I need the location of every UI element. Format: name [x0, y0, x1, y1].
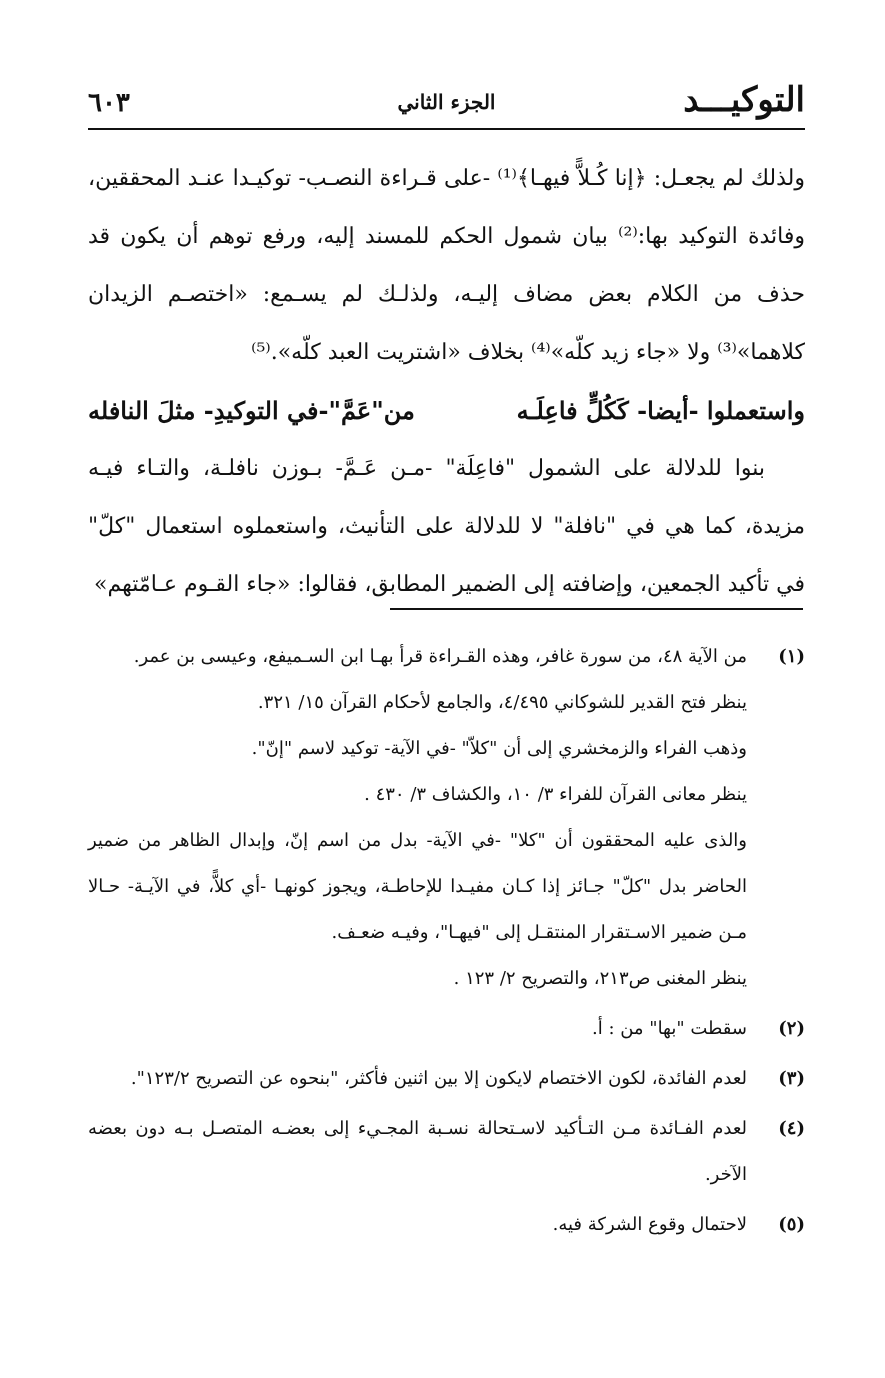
footnote-text — [88, 1006, 747, 1052]
footnote-number: (٤) — [778, 1118, 805, 1139]
footnotes — [88, 634, 805, 1252]
footnote-line: من الآية ٤٨، من سورة غافر، وهذه القـراءة قرأ بهـا ابن السـميفع، وعيسى بن عمر. — [133, 646, 747, 667]
footnote-text — [88, 1202, 747, 1248]
footnote-line: ينظر المغنى ص٢١٣، والتصريح ٢/ ١٢٣ . — [453, 968, 747, 989]
footnote-5 — [88, 1202, 805, 1248]
footnote-line: لعدم الفائدة، لكون الاختصام لايكون إلا بين اثنين فأكثر، "بنحوه عن التصريح ١٢٣/٢". — [130, 1068, 747, 1089]
verse-first-hemistich: واستعملوا -أيضا- كَكُلٍّ فاعِلَـه — [516, 396, 805, 425]
footnote-line: والذى عليه المحققون أن "كلا" -في الآية- بدل من اسم إنّ، وإبدال الظاهر من ضمير الحاضر بدل "كلّ" جـائز إذا كـان مفيـدا للإحاطـة، ويجوز كونهـا -أي كلاًّ، في الآيـة- حـالا مـن ضمير الاسـتقرار المنتقـل إلى "فيهـا"، وفيـه ضعـف. — [88, 830, 747, 943]
page-header — [88, 78, 805, 128]
footnote-line: ينظر فتح القدير للشوكاني ٤/٤٩٥، والجامع لأحكام القرآن ١٥/ ٣٢١. — [257, 692, 747, 713]
footnote-text — [88, 1056, 747, 1102]
footnote-line: وذهب الفراء والزمخشري إلى أن "كلاّ" -في الآية- توكيد لاسم "إنّ". — [251, 738, 747, 759]
volume-label: الجزء الثاني — [397, 90, 496, 114]
paragraph-2: بنوا للدلالة على الشمول "فاعِلَة" -مـن عَـمَّ- بـوزن نافلـة، والتـاء فيـه مزيدة، كما هي في "نافلة" لا للدلالة على التأنيث، واستعملوه استعمال "كلّ" في تأكيد الجمعين، وإضافته إلى الضمير المطابق، فقالوا: «جاء القـوم عـامّتهم» — [88, 456, 805, 597]
footnote-number: (٢) — [778, 1018, 805, 1039]
footnote-text — [88, 634, 747, 1002]
footnote-4 — [88, 1106, 805, 1198]
footnote-line: لعدم الفـائدة مـن التـأكيد لاسـتحالة نسـبة المجـيء إلى بعضـه المتصـل بـه دون بعضه الآخر. — [88, 1118, 747, 1185]
footnote-3 — [88, 1056, 805, 1102]
footnote-number: (٥) — [778, 1214, 805, 1235]
paragraph-1: ولذلك لم يجعـل: ﴿إنا كُـلاًّ فيهـا﴾⁽¹⁾ -على قـراءة النصـب- توكيـدا عنـد المحققين، وفائدة التوكيد بها:⁽²⁾ بيان شمول الحكم للمسند إليه، ورفع توهم أن يكون قد حذف من الكلام بعض مضاف إليـه، ولذلـك لم يسـمع: «اختصـم الزيدان كلاهما»⁽³⁾ ولا «جاء زيد كلّه»⁽⁴⁾ بخلاف «اشتريت العبد كلّه».⁽⁵⁾ — [88, 166, 806, 365]
main-text — [88, 150, 805, 614]
footnote-1 — [88, 634, 805, 1002]
footnote-separator — [390, 608, 803, 610]
footnote-line: سقطت "بها" من : أ. — [592, 1018, 747, 1039]
footnote-line: لاحتمال وقوع الشركة فيه. — [552, 1214, 747, 1235]
footnote-text — [88, 1106, 747, 1198]
footnote-number: (٣) — [778, 1068, 805, 1089]
header-rule — [88, 128, 805, 130]
page-number: ٦٠٣ — [88, 88, 130, 118]
footnote-number: (١) — [778, 646, 805, 667]
verse-line — [88, 382, 805, 440]
verse-second-hemistich: من"عَمَّ"-في التوكيدِ- مثلَ النافله — [88, 396, 415, 425]
chapter-title: التوكيـــد — [683, 80, 805, 120]
footnote-2 — [88, 1006, 805, 1052]
footnote-line: ينظر معانى القرآن للفراء ٣/ ١٠، والكشاف ٣/ ٤٣٠ . — [364, 784, 747, 805]
